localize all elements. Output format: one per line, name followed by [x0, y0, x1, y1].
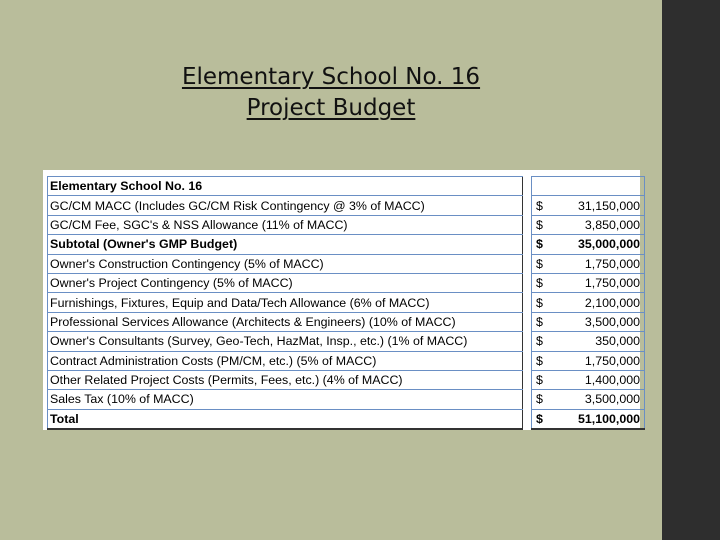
- table-row: [48, 312, 645, 331]
- row-currency: $: [532, 215, 553, 234]
- row-amount: 2,100,000: [552, 293, 645, 312]
- row-currency: $: [532, 390, 553, 409]
- row-currency: $: [532, 235, 553, 254]
- row-description: Subtotal (Owner's GMP Budget): [48, 235, 523, 254]
- row-currency: $: [532, 370, 553, 389]
- row-currency: $: [532, 312, 553, 331]
- table-row: [48, 351, 645, 370]
- row-amount: 3,500,000: [552, 390, 645, 409]
- budget-table: [47, 176, 645, 430]
- total-row: [48, 409, 645, 429]
- table-row: [48, 370, 645, 389]
- row-amount: 1,750,000: [552, 273, 645, 292]
- row-description: GC/CM Fee, SGC's & NSS Allowance (11% of MACC): [48, 215, 523, 234]
- table-row: [48, 215, 645, 234]
- row-amount: 51,100,000: [552, 409, 645, 429]
- row-description: Total: [48, 409, 523, 429]
- row-currency: $: [532, 196, 553, 215]
- table-row: [48, 332, 645, 351]
- row-amount: 1,400,000: [552, 370, 645, 389]
- row-description: Owner's Consultants (Survey, Geo-Tech, HazMat, Insp., etc.) (1% of MACC): [48, 332, 523, 351]
- right-side-bar: [662, 0, 720, 540]
- row-currency: $: [532, 273, 553, 292]
- slide-title-line-2: Project Budget: [246, 95, 416, 121]
- row-description: Other Related Project Costs (Permits, Fees, etc.) (4% of MACC): [48, 370, 523, 389]
- table-row: [48, 390, 645, 409]
- row-currency: $: [532, 293, 553, 312]
- row-description: Sales Tax (10% of MACC): [48, 390, 523, 409]
- row-currency: $: [532, 332, 553, 351]
- slide-title-line-1: Elementary School No. 16: [181, 64, 481, 90]
- row-amount: 3,500,000: [552, 312, 645, 331]
- row-description: Owner's Project Contingency (5% of MACC): [48, 273, 523, 292]
- row-amount: 35,000,000: [552, 235, 645, 254]
- table-header-row: [48, 177, 645, 196]
- row-amount: 3,850,000: [552, 215, 645, 234]
- subtotal-row: [48, 235, 645, 254]
- row-description: Contract Administration Costs (PM/CM, etc.) (5% of MACC): [48, 351, 523, 370]
- row-description: Furnishings, Fixtures, Equip and Data/Tech Allowance (6% of MACC): [48, 293, 523, 312]
- row-amount: 350,000: [552, 332, 645, 351]
- row-description: Professional Services Allowance (Architects & Engineers) (10% of MACC): [48, 312, 523, 331]
- row-amount: 1,750,000: [552, 351, 645, 370]
- row-currency: $: [532, 254, 553, 273]
- table-header: Elementary School No. 16: [48, 177, 523, 196]
- row-currency: $: [532, 351, 553, 370]
- row-amount: 1,750,000: [552, 254, 645, 273]
- row-currency: $: [532, 409, 553, 429]
- budget-spreadsheet: [43, 170, 640, 430]
- row-description: Owner's Construction Contingency (5% of MACC): [48, 254, 523, 273]
- table-row: [48, 196, 645, 215]
- slide-title: [0, 62, 662, 124]
- table-row: [48, 254, 645, 273]
- row-description: GC/CM MACC (Includes GC/CM Risk Contingency @ 3% of MACC): [48, 196, 523, 215]
- table-row: [48, 293, 645, 312]
- row-amount: 31,150,000: [552, 196, 645, 215]
- table-row: [48, 273, 645, 292]
